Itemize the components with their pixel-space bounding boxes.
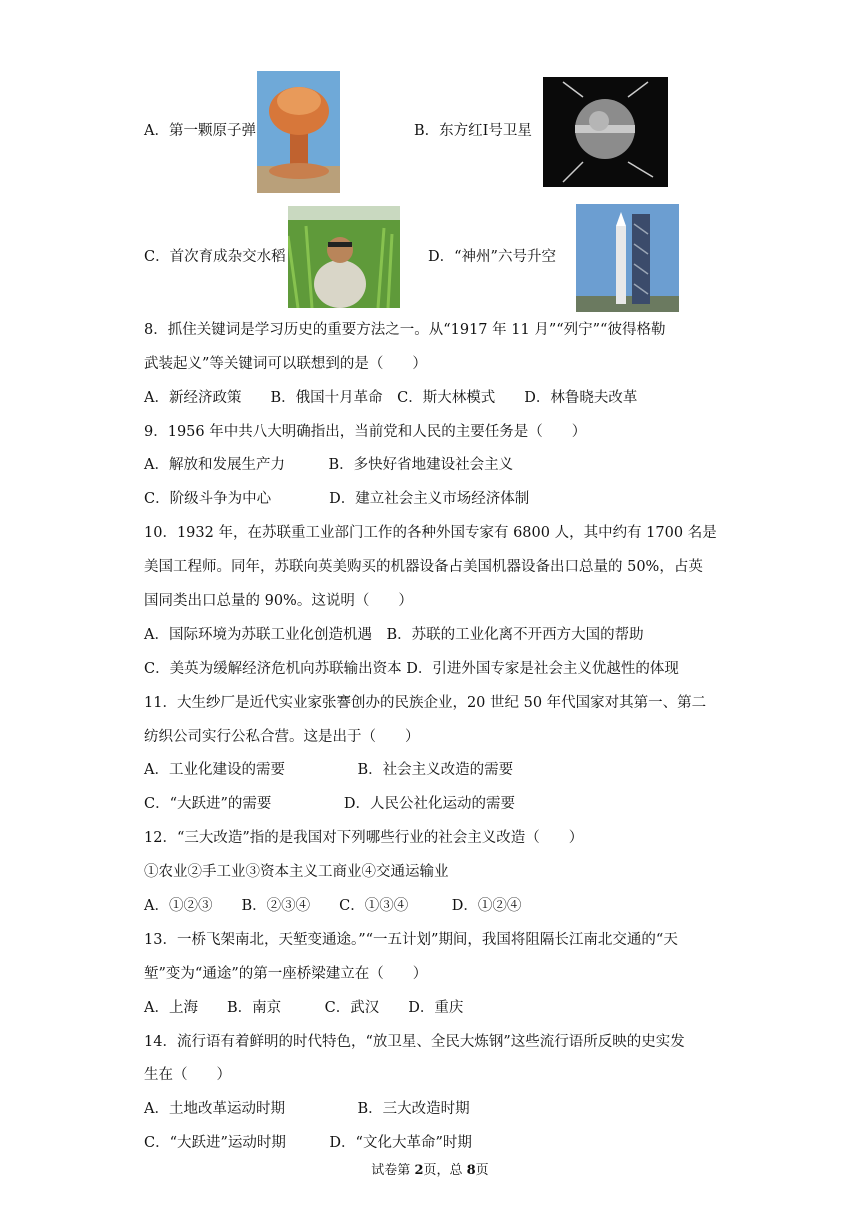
- footer-page-number: 2: [414, 1163, 424, 1178]
- question-11-options-line-1: A．工业化建设的需要 B．社会主义改造的需要: [144, 762, 514, 778]
- question-14-stem-line-2: 生在（ ）: [144, 1067, 231, 1083]
- question-9-stem: 9．1956 年中共八大明确指出，当前党和人民的主要任务是（ ）: [144, 424, 587, 440]
- question-8-stem-line-1: 8．抓住关键词是学习历史的重要方法之一。从“1917 年 11 月”“列宁”“彼得格勒: [144, 322, 666, 338]
- question-13-stem-line-2: 堑”变为“通途”的第一座桥梁建立在（ ）: [144, 966, 428, 982]
- rice-scientist-image: [288, 206, 400, 308]
- question-8-options: A．新经济政策 B．俄国十月革命 C．斯大林模式 D．林鲁晓夫改革: [144, 390, 638, 406]
- question-14-stem-line-1: 14．流行语有着鲜明的时代特色，“放卫星、全民大炼钢”这些流行语所反映的史实发: [144, 1034, 685, 1050]
- option-d-label: D．“神州”六号升空: [428, 249, 556, 265]
- question-12-stem: 12．“三大改造”指的是我国对下列哪些行业的社会主义改造（ ）: [144, 830, 584, 846]
- question-13-stem-line-1: 13．一桥飞架南北，天堑变通途。”“一五计划”期间，我国将阻隔长江南北交通的“天: [144, 932, 678, 948]
- rocket-launch-image: [576, 204, 679, 312]
- question-10-stem-line-2: 美国工程师。同年，苏联向英美购买的机器设备占美国机器设备出口总量的 50%，占英: [144, 559, 703, 575]
- question-11-options-line-2: C．“大跃进”的需要 D．人民公社化运动的需要: [144, 796, 516, 812]
- question-10-stem-line-1: 10．1932 年，在苏联重工业部门工作的各种外国专家有 6800 人，其中约有 1700 名是: [144, 525, 717, 541]
- footer-prefix: 试卷第: [371, 1163, 415, 1178]
- question-8-stem-line-2: 武装起义”等关键词可以联想到的是（ ）: [144, 356, 427, 372]
- option-c-label: C．首次育成杂交水稻: [144, 249, 286, 265]
- question-12-options: A．①②③ B．②③④ C．①③④ D．①②④: [144, 898, 522, 914]
- question-13-options: A．上海 B．南京 C．武汉 D．重庆: [144, 1000, 464, 1016]
- question-10-stem-line-3: 国同类出口总量的 90%。这说明（ ）: [144, 593, 413, 609]
- question-11-stem-line-1: 11．大生纱厂是近代实业家张謇创办的民族企业，20 世纪 50 年代国家对其第一、第二: [144, 695, 707, 711]
- option-b-label: B．东方红Ⅰ号卫星: [414, 123, 532, 139]
- page-footer: [0, 1162, 860, 1180]
- question-9-options-line-2: C．阶级斗争为中心 D．建立社会主义市场经济体制: [144, 491, 530, 507]
- footer-total-pages: 8: [466, 1163, 476, 1178]
- question-12-list: ①农业②手工业③资本主义工商业④交通运输业: [144, 864, 449, 880]
- atomic-bomb-image: [257, 71, 340, 193]
- question-10-options-line-1: A．国际环境为苏联工业化创造机遇 B．苏联的工业化离不开西方大国的帮助: [144, 627, 644, 643]
- satellite-image: [543, 77, 668, 187]
- option-a-label: A．第一颗原子弹: [144, 123, 256, 139]
- question-11-stem-line-2: 纺织公司实行公私合营。这是出于（ ）: [144, 729, 420, 745]
- footer-suffix: 页: [475, 1163, 489, 1178]
- question-14-options-line-1: A．土地改革运动时期 B．三大改造时期: [144, 1101, 470, 1117]
- footer-middle: 页，总: [423, 1163, 467, 1178]
- question-14-options-line-2: C．“大跃进”运动时期 D．“文化大革命”时期: [144, 1135, 472, 1151]
- question-10-options-line-2: C．美英为缓解经济危机向苏联输出资本 D．引进外国专家是社会主义优越性的体现: [144, 661, 679, 677]
- question-9-options-line-1: A．解放和发展生产力 B．多快好省地建设社会主义: [144, 457, 514, 473]
